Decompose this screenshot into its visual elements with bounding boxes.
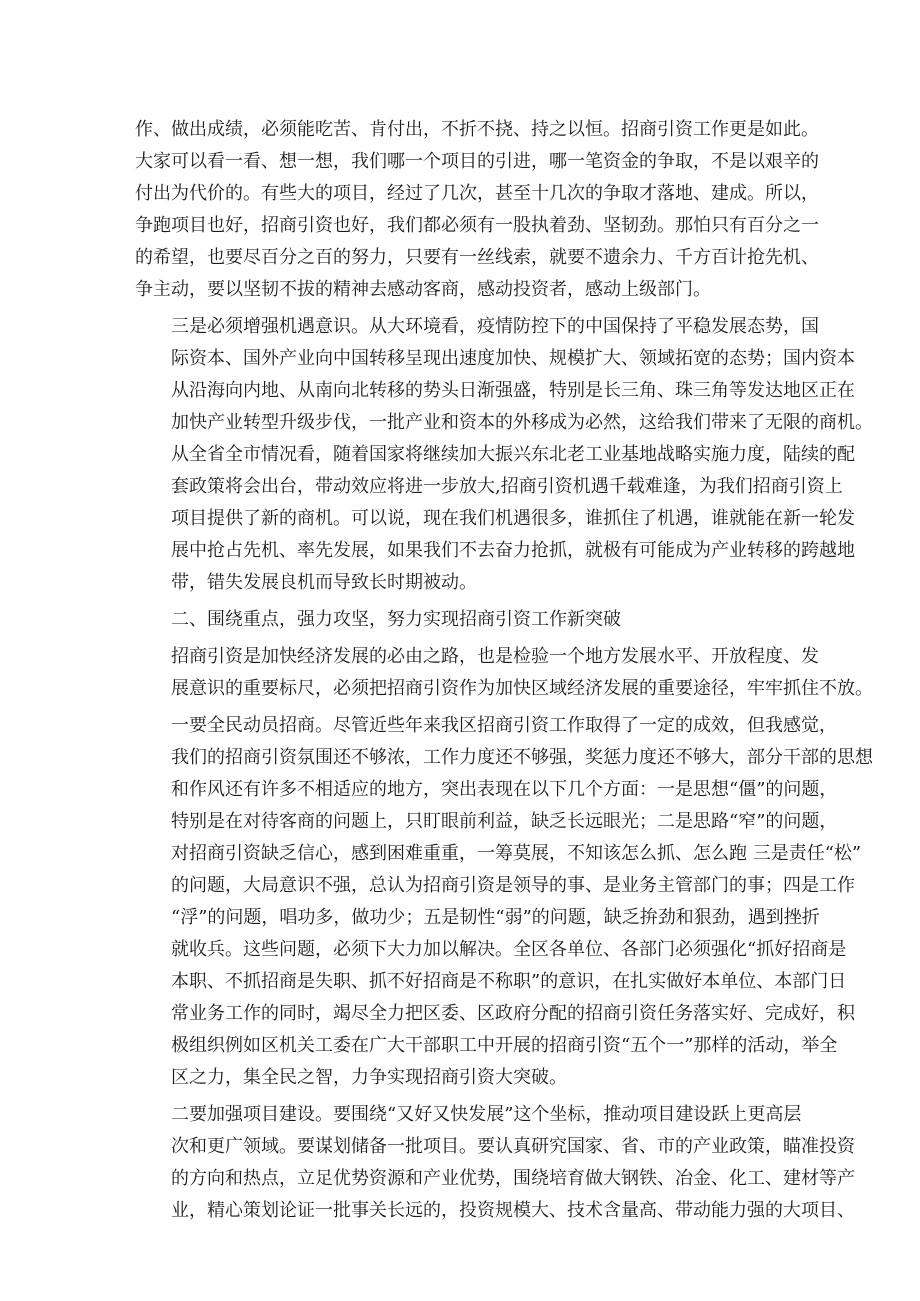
text-line: 次和更广领域。要谋划储备一批项目。要认真研究国家、省、市的产业政策，瞄准投资 [171, 1136, 855, 1157]
text-line: 业，精心策划论证一批事关长远的，投资规模大、技术含量高、带动能力强的大项目、 [171, 1200, 855, 1221]
text-line: 展意识的重要标尺，必须把招商引资作为加快区域经济发展的重要途径，牢牢抓住不放。 [171, 678, 873, 699]
text-line: 二、围绕重点，强力攻坚，努力实现招商引资工作新突破 [171, 609, 621, 630]
text-line: 三是必须增强机遇意识。从大环境看，疫情防控下的中国保持了平稳发展态势，国 [171, 316, 819, 337]
text-line: 我们的招商引资氛围还不够浓，工作力度还不够强，奖惩力度还不够大，部分干部的思想 [171, 747, 873, 768]
text-line: 争跑项目也好，招商引资也好，我们都必须有一股执着劲、坚韧劲。那怕只有百分之一 [135, 215, 819, 236]
text-line: 和作风还有许多不相适应的地方，突出表现在以下几个方面：一是思想“僵”的问题， [171, 779, 838, 800]
text-line: “浮”的问题，唱功多，做功少；五是韧性“弱”的问题，缺乏拚劲和狠劲，遇到挫折 [171, 907, 820, 928]
paragraph [135, 1099, 855, 1227]
text-line: 大家可以看一看、想一想，我们哪一个项目的引进，哪一笔资金的争取，不是以艰辛的 [135, 151, 819, 172]
text-line: 加快产业转型升级步伐，一批产业和资本的外移成为必然，这给我们带来了无限的商机。 [171, 412, 873, 433]
text-line: 二要加强项目建设。要围绕“又好又快发展”这个坐标，推动项目建设跃上更高层 [171, 1104, 802, 1125]
text-line: 一要全民动员招商。尽管近些年来我区招商引资工作取得了一定的成效，但我感觉， [171, 715, 837, 736]
text-line: 项目提供了新的商机。可以说，现在我们机遇很多，谁抓住了机遇，谁就能在新一轮发 [171, 508, 855, 529]
paragraph [135, 641, 873, 705]
text-line: 对招商引资缺乏信心，感到困难重重，一筹莫展，不知该怎么抓、怎么跑 三是责任“松” [171, 843, 862, 864]
document-body [135, 114, 873, 1227]
text-line: 极组织例如区机关工委在广大干部职工中开展的招商引资“五个一”那样的活动，举全 [171, 1035, 838, 1056]
paragraph [135, 710, 873, 1094]
text-line: 的方向和热点，立足优势资源和产业优势，围绕培育做大钢铁、冶金、化工、建材等产 [171, 1168, 855, 1189]
text-line: 招商引资是加快经济发展的必由之路，也是检验一个地方发展水平、开放程度、发 [171, 646, 819, 667]
paragraph [135, 114, 819, 306]
text-line: 本职、不抓招商是失职、抓不好招商是不称职”的意识，在扎实做好本单位、本部门日 [171, 971, 847, 992]
text-line: 作、做出成绩，必须能吃苦、肯付出，不折不挠、持之以恒。招商引资工作更是如此。 [135, 119, 819, 140]
text-line: 特别是在对待客商的问题上，只盯眼前利益，缺乏长远眼光；二是思路“窄”的问题， [171, 811, 838, 832]
text-line: 展中抢占先机、率先发展，如果我们不去奋力抢抓，就极有可能成为产业转移的跨越地 [171, 540, 855, 561]
text-line: 常业务工作的同时，竭尽全力把区委、区政府分配的招商引资任务落实好、完成好，积 [171, 1003, 855, 1024]
text-line: 就收兵。这些问题，必须下大力加以解决。全区各单位、各部门必须强化“抓好招商是 [171, 939, 847, 960]
text-line: 带，错失发展良机而导致长时期被动。 [171, 572, 477, 593]
text-line: 区之力，集全民之智，力争实现招商引资大突破。 [171, 1067, 567, 1088]
text-line: 争主动，要以坚韧不拔的精神去感动客商，感动投资者，感动上级部门。 [135, 279, 711, 300]
text-line: 套政策将会出台，带动效应将进一步放大,招商引资机遇千载难逢，为我们招商引资上 [171, 476, 843, 497]
text-line: 付出为代价的。有些大的项目，经过了几次，甚至十几次的争取才落地、建成。所以， [135, 183, 819, 204]
paragraph [135, 604, 795, 636]
text-line: 的希望，也要尽百分之百的努力，只要有一丝线索，就要不遗余力、千方百计抢先机、 [135, 247, 819, 268]
text-line: 从全省全市情况看，随着国家将继续加大振兴东北老工业基地战略实施力度，陆续的配 [171, 444, 855, 465]
text-line: 际资本、国外产业向中国转移呈现出速度加快、规模扩大、领域拓宽的态势；国内资本 [171, 348, 855, 369]
text-line: 的问题，大局意识不强，总认为招商引资是领导的事、是业务主管部门的事；四是工作 [171, 875, 855, 896]
paragraph [135, 311, 873, 599]
text-line: 从沿海向内地、从南向北转移的势头日渐强盛，特别是长三角、珠三角等发达地区正在 [171, 380, 855, 401]
